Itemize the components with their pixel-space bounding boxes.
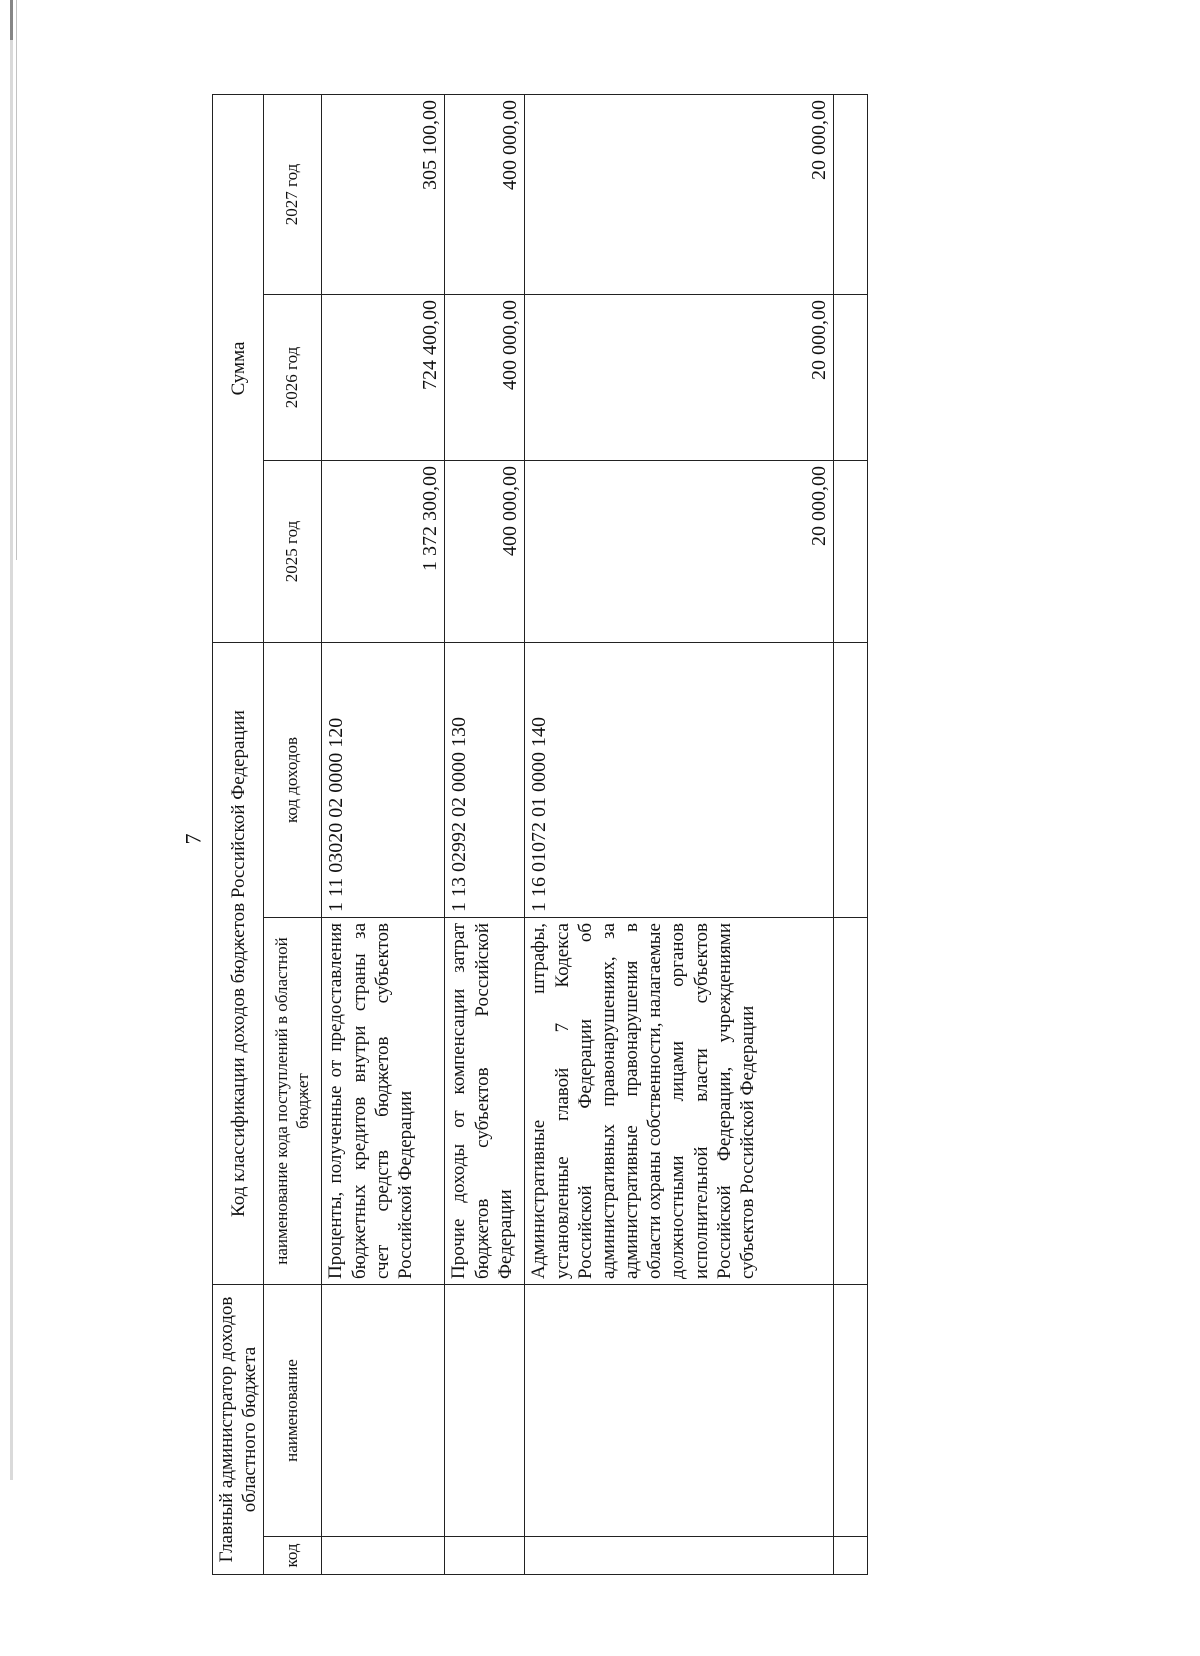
row-value-2025 bbox=[834, 461, 868, 643]
row-income-name bbox=[834, 918, 868, 1285]
scan-edge-mark bbox=[10, 0, 13, 1480]
header-admin-code: код bbox=[264, 1537, 322, 1575]
scan-edge-line bbox=[16, 0, 17, 560]
row-value-2027: 20 000,00 bbox=[525, 94, 834, 294]
row-admin-name bbox=[525, 1285, 834, 1537]
row-income-name: Прочие доходы от компенсации затрат бюджетов субъектов Российской Федерации bbox=[445, 918, 525, 1285]
header-admin-name: наименование bbox=[264, 1285, 322, 1537]
row-value-2025: 1 372 300,00 bbox=[322, 461, 445, 643]
row-income-code: 1 13 02992 02 0000 130 bbox=[445, 643, 525, 918]
table-row bbox=[834, 94, 868, 1574]
row-value-2026 bbox=[834, 295, 868, 461]
header-year-2026: 2026 год bbox=[264, 295, 322, 461]
row-admin-code bbox=[834, 1537, 868, 1575]
revenue-table bbox=[212, 94, 868, 1575]
row-income-name: Административные штрафы, установленные главой 7 Кодекса Российской Федерации об административных правонарушениях, за административные правонарушения в области охраны собственности, налагаемые должностными лицами органов исполнительной власти субъектов Российской Федерации, учреждениями субъектов Российской Федерации bbox=[525, 918, 834, 1285]
row-value-2025: 400 000,00 bbox=[445, 461, 525, 643]
header-row-1 bbox=[213, 94, 264, 1574]
header-income-name: наименование кода поступлений в областной бюджет bbox=[264, 918, 322, 1285]
row-value-2027: 305 100,00 bbox=[322, 94, 445, 294]
header-year-2027: 2027 год bbox=[264, 94, 322, 294]
row-admin-name bbox=[322, 1285, 445, 1537]
row-income-name: Проценты, полученные от предоставления бюджетных кредитов внутри страны за счет средств бюджетов субъектов Российской Федерации bbox=[322, 918, 445, 1285]
header-admin-group: Главный администратор доходов областного бюджета bbox=[213, 1285, 264, 1575]
row-income-code: 1 16 01072 01 0000 140 bbox=[525, 643, 834, 918]
page-number: 7 bbox=[180, 833, 206, 845]
table-row bbox=[525, 94, 834, 1574]
header-sum-group: Сумма bbox=[213, 94, 264, 642]
row-admin-name bbox=[445, 1285, 525, 1537]
header-row-2 bbox=[264, 94, 322, 1574]
table-row bbox=[322, 94, 445, 1574]
header-income-code: код доходов bbox=[264, 643, 322, 918]
row-value-2025: 20 000,00 bbox=[525, 461, 834, 643]
header-classification-group: Код классификации доходов бюджетов Российской Федерации bbox=[213, 643, 264, 1285]
header-year-2025: 2025 год bbox=[264, 461, 322, 643]
row-admin-code bbox=[445, 1537, 525, 1575]
row-admin-code bbox=[525, 1537, 834, 1575]
row-admin-name bbox=[834, 1285, 868, 1537]
table-row bbox=[445, 94, 525, 1574]
row-value-2026: 724 400,00 bbox=[322, 295, 445, 461]
row-income-code bbox=[834, 643, 868, 918]
row-value-2026: 400 000,00 bbox=[445, 295, 525, 461]
row-value-2026: 20 000,00 bbox=[525, 295, 834, 461]
rotated-table-container bbox=[212, 95, 864, 1575]
row-value-2027: 400 000,00 bbox=[445, 94, 525, 294]
row-value-2027 bbox=[834, 94, 868, 294]
row-income-code: 1 11 03020 02 0000 120 bbox=[322, 643, 445, 918]
row-admin-code bbox=[322, 1537, 445, 1575]
